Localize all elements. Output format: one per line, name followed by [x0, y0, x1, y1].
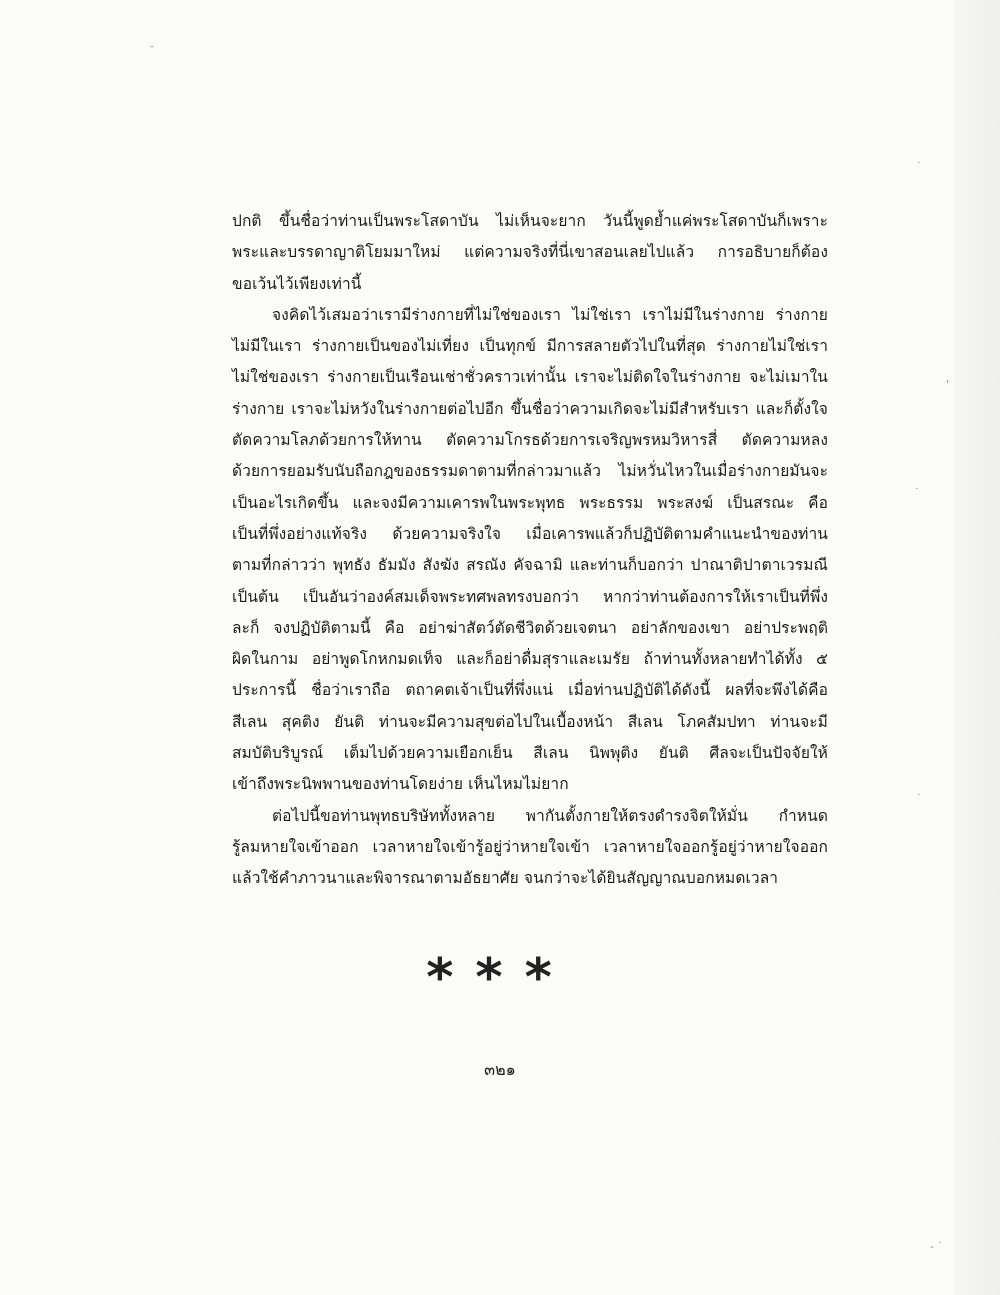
- text-line: เป็นอะไรเกิดขึ้น และจงมีความเคารพในพระพุทธ พระธรรม พระสงฆ์ เป็นสรณะ คือ: [232, 493, 828, 512]
- text-line: พระและบรรดาญาติโยมมาใหม่ แต่ความจริงที่นี่เขาสอนเลยไปแล้ว การอธิบายก็ต้อง: [232, 243, 828, 262]
- margin-mark: - ˙: [930, 1240, 943, 1253]
- text-line: ไม่ใช่ของเรา ร่างกายเป็นเรือนเช่าชั่วคราวเท่านั้น เราจะไม่ติดใจในร่างกาย จะไม่เมาใน: [232, 368, 828, 387]
- margin-mark: ': [946, 378, 950, 391]
- text-line: รู้ลมหายใจเข้าออก เวลาหายใจเข้ารู้อยู่ว่าหายใจเข้า เวลาหายใจออกรู้อยู่ว่าหายใจออก: [232, 837, 828, 856]
- body-text: [232, 206, 828, 895]
- text-line: แล้วใช้คำภาวนาและพิจารณาตามอัธยาศัย จนกว่าจะได้ยินสัญญาณบอกหมดเวลา: [232, 869, 779, 888]
- text-line: ขอเว้นไว้เพียงเท่านี้: [232, 274, 362, 293]
- text-line: ไม่มีในเรา ร่างกายเป็นของไม่เที่ยง เป็นทุกข์ มีการสลายตัวไปในที่สุด ร่างกายไม่ใช่เรา: [232, 337, 828, 356]
- text-line: ผิดในกาม อย่าพูดโกหกมดเท็จ และก็อย่าดื่มสุราและเมรัย ถ้าท่านทั้งหลายทำได้ทั้ง ๕: [232, 650, 828, 669]
- text-line: สีเลน สุคติง ยันติ ท่านจะมีความสุขต่อไปในเบื้องหน้า สีเลน โภคสัมปทา ท่านจะมี: [232, 712, 828, 731]
- paragraph-first-line: ต่อไปนี้ขอท่านพุทธบริษัททั้งหลาย พากันตั้งกายให้ตรงดำรงจิตให้มั่น กำหนด: [272, 806, 828, 825]
- paragraph-first-line: จงคิดไว้เสมอว่าเรามีร่างกายที่ไม่ใช่ของเรา ไม่ใช่เรา เราไม่มีในร่างกาย ร่างกาย: [272, 305, 828, 324]
- scan-speck: -: [150, 39, 155, 53]
- text-line: ด้วยการยอมรับนับถือกฎของธรรมดาตามที่กล่าวมาแล้ว ไม่หวั่นไหวในเมื่อร่างกายมันจะ: [232, 462, 828, 481]
- text-line: ร่างกาย เราจะไม่หวังในร่างกายต่อไปอีก ขึ้นชื่อว่าความเกิดจะไม่มีสำหรับเรา และก็ตั้งใจ: [232, 399, 828, 418]
- text-line: สมบัติบริบูรณ์ เต็มไปด้วยความเยือกเย็น สีเลน นิพพุติง ยันติ ศีลจะเป็นปัจจัยให้: [232, 744, 828, 763]
- text-line: ตัดความโลภด้วยการให้ทาน ตัดความโกรธด้วยการเจริญพรหมวิหารสี่ ตัดความหลง: [232, 431, 828, 450]
- page-number: ๓๒๑: [484, 1060, 516, 1079]
- margin-mark: ˙: [916, 792, 922, 805]
- section-ornament: ***: [426, 948, 574, 1008]
- scan-edge-shadow: [954, 0, 1000, 1295]
- text-line: ตามที่กล่าวว่า พุทธัง ธัมมัง สังฆัง สรณัง คัจฉามิ และท่านก็บอกว่า ปาณาติปาตาเวรมณี: [232, 556, 828, 575]
- text-line: ละก็ จงปฏิบัติตามนี้ คือ อย่าฆ่าสัตว์ตัดชีวิตด้วยเจตนา อย่าลักของเขา อย่าประพฤติ: [232, 618, 828, 637]
- text-line: เป็นต้น เป็นอันว่าองค์สมเด็จพระทศพลทรงบอกว่า หากว่าท่านต้องการให้เราเป็นที่พึ่ง: [232, 587, 828, 606]
- text-line: ประการนี้ ชื่อว่าเราถือ ตถาคตเจ้าเป็นที่พึ่งแน่ เมื่อท่านปฏิบัติได้ดังนี้ ผลที่จะพึงได้คือ: [232, 681, 828, 700]
- text-line: ปกติ ขึ้นชื่อว่าท่านเป็นพระโสดาบัน ไม่เห็นจะยาก วันนี้พูดย้ำแค่พระโสดาบันก็เพราะ: [232, 212, 828, 230]
- margin-mark: ˙: [916, 160, 922, 173]
- text-line: เป็นที่พึ่งอย่างแท้จริง ด้วยความจริงใจ เมื่อเคารพแล้วก็ปฏิบัติตามคำแนะนำของท่าน: [232, 524, 828, 543]
- text-line: เข้าถึงพระนิพพานของท่านโดยง่าย เห็นไหมไม่ยาก: [232, 775, 569, 794]
- margin-mark: ˙: [914, 486, 920, 499]
